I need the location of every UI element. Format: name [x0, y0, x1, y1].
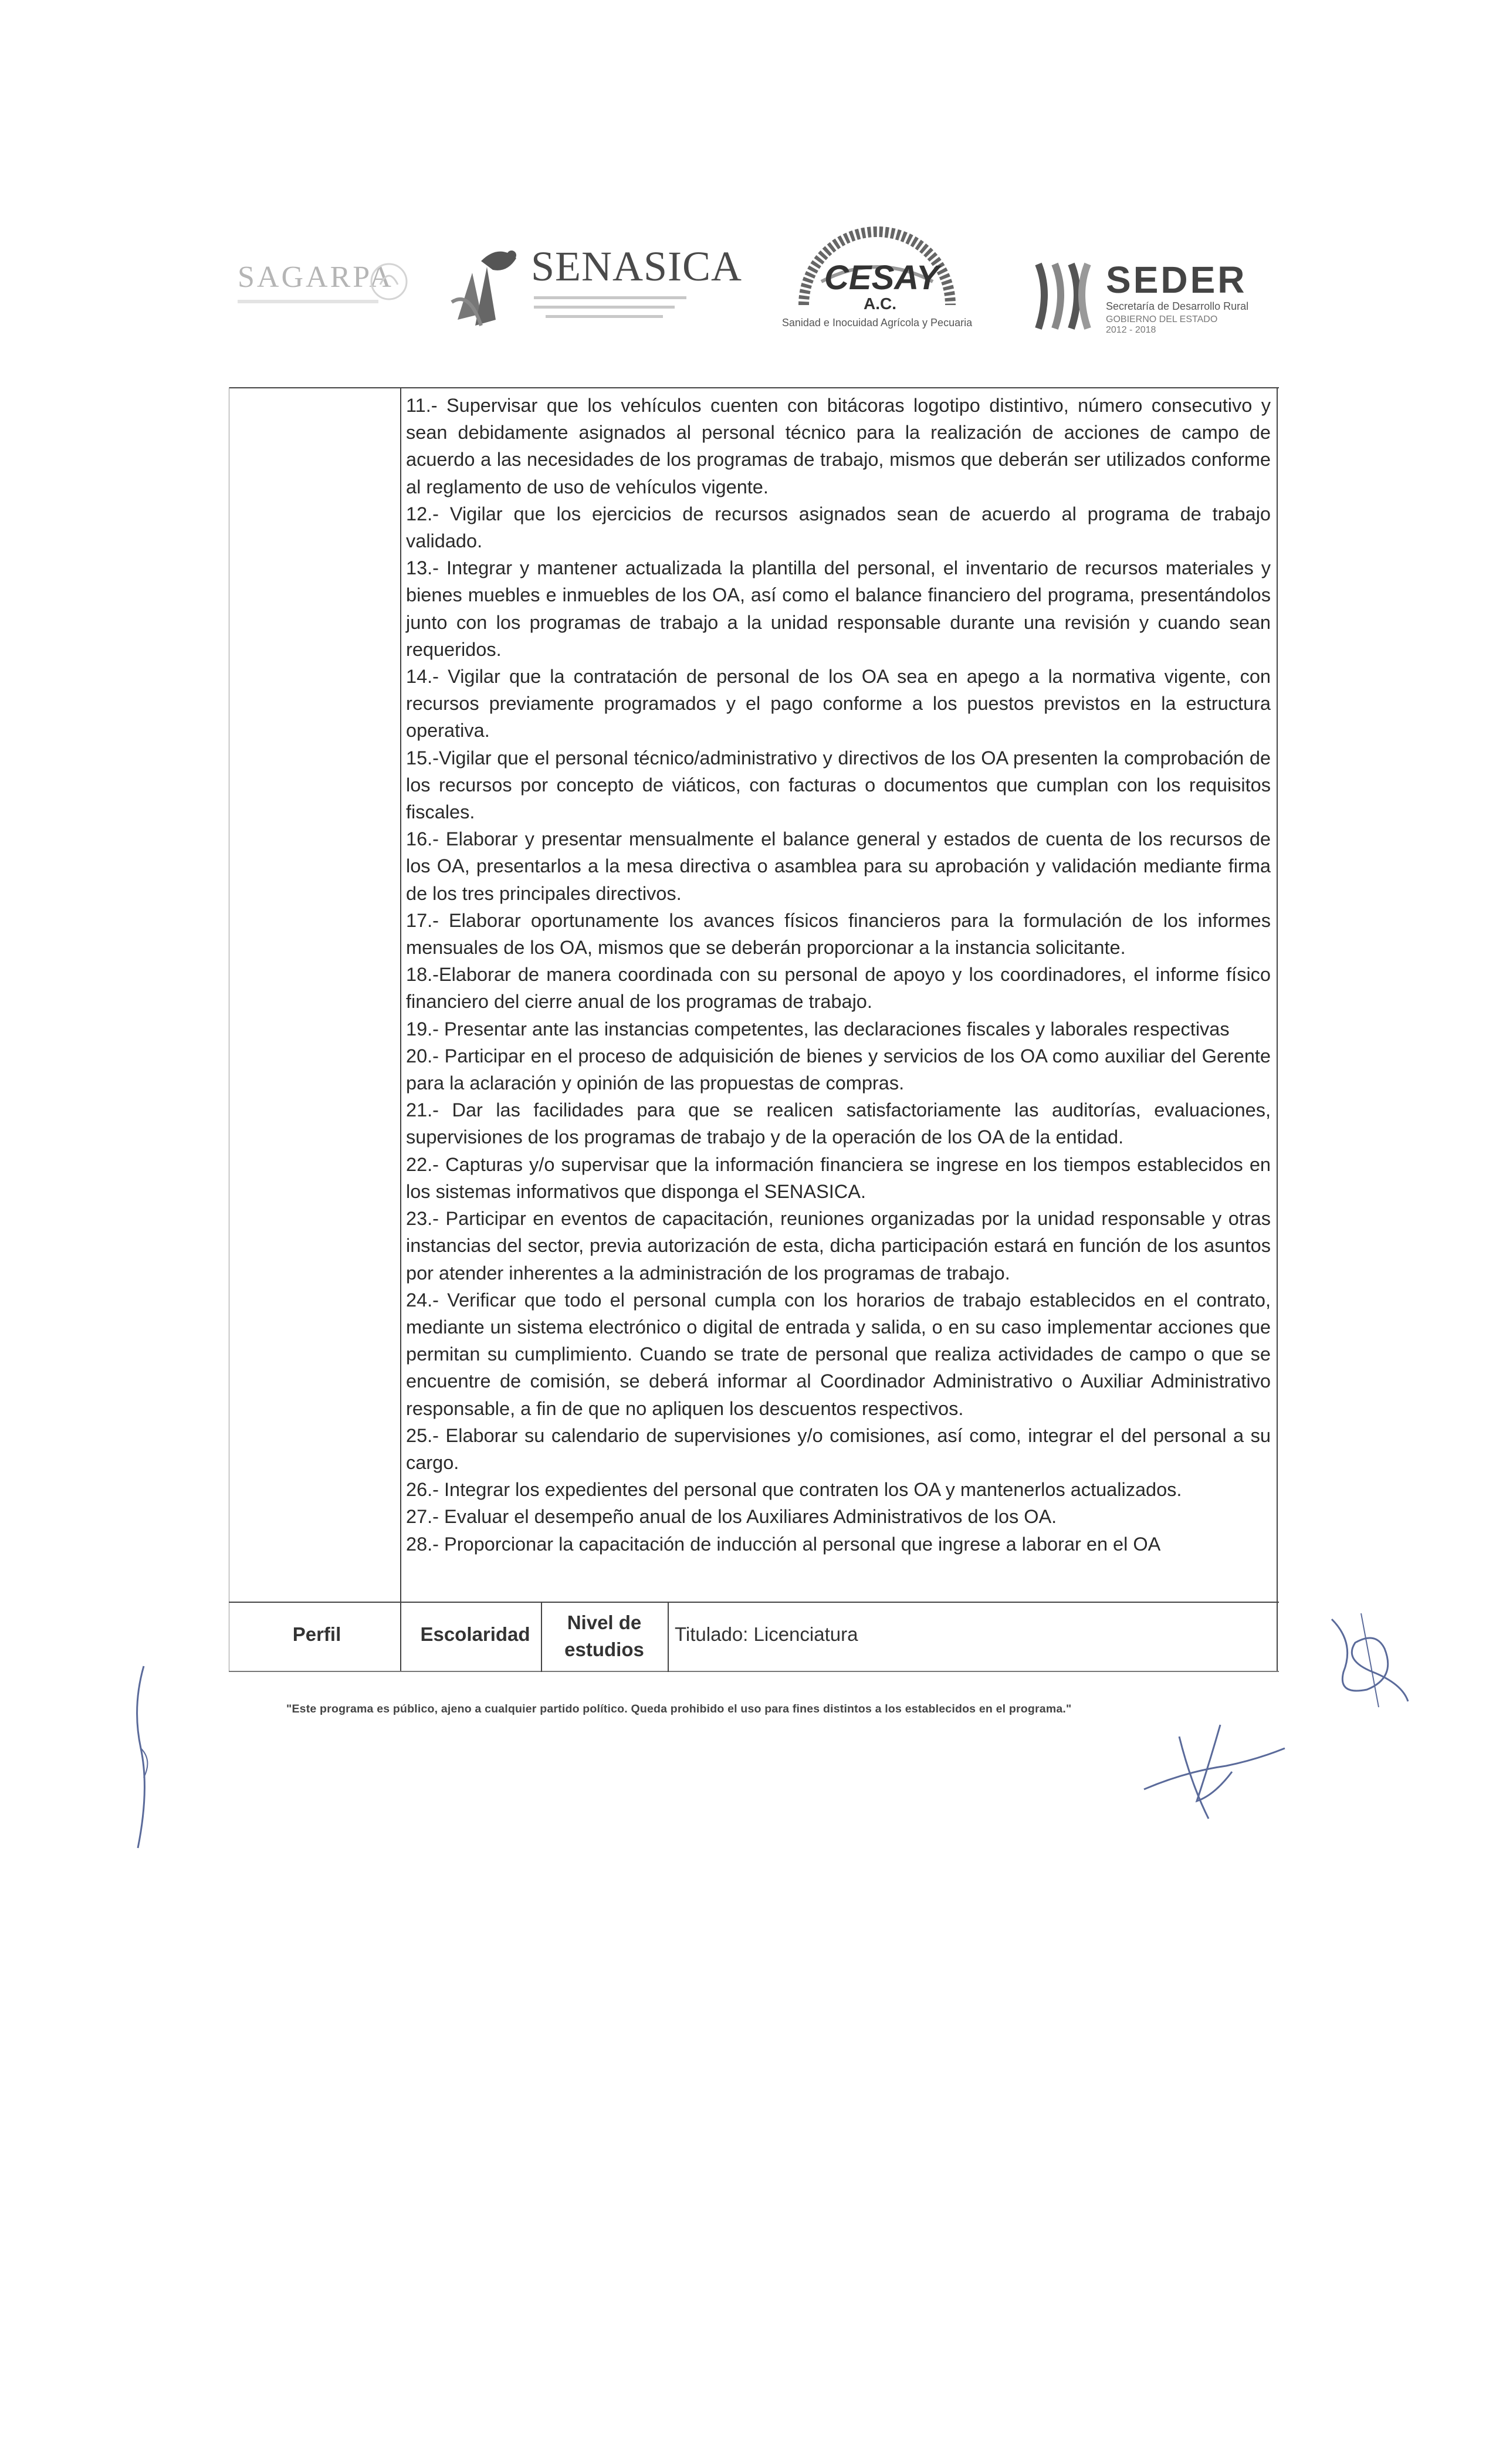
seder-ribbon-icon [1033, 258, 1097, 334]
profile-row-top-border [229, 1602, 1279, 1603]
senasica-logo [446, 238, 743, 337]
senasica-tagline [534, 306, 675, 309]
senasica-wordmark: SENASICA [531, 243, 743, 290]
sagarpa-wordmark: SAGARPA [238, 260, 394, 294]
seder-years: 2012 - 2018 [1106, 325, 1156, 335]
cesay-wordmark: CESAY [824, 259, 939, 297]
seder-wordmark: SEDER [1106, 259, 1247, 301]
functions-list [406, 392, 1271, 1558]
list-item: 21.- Dar las facilidades para que se realicen satisfactoriamente las auditorías, evaluaciones, supervisiones de los programas de trabajo y de la operación de los OA de la entidad. [406, 1099, 1271, 1148]
seder-logo [1033, 258, 1279, 334]
senasica-animal-icon [446, 238, 528, 337]
list-item: 14.- Vigilar que la contratación de personal de los OA sea en apego a la normativa vigente, con recursos previamente programados y el pago conforme a los puestos previstos en la estructura operativa. [406, 666, 1271, 742]
cesay-suffix: A.C. [864, 295, 896, 313]
table-bottom-border [229, 1671, 1279, 1672]
list-item: 19.- Presentar ante las instancias competentes, las declaraciones fiscales y laborales respectivas [406, 1018, 1230, 1040]
table-column-divider [400, 387, 401, 1672]
nivel-estudios-label: Nivel de estudios [564, 1612, 644, 1660]
cesay-motto: Sanidad e Inocuidad Agrícola y Pecuaria [781, 317, 973, 329]
mexico-emblem-icon [365, 249, 412, 314]
cesay-logo [780, 217, 974, 340]
table-top-border [229, 387, 1279, 388]
list-item: 15.-Vigilar que el personal técnico/administrativo y directivos de los OA presenten la comprobación de los recursos por concepto de viáticos, con facturas o documentos que cumplan con los requisitos fiscales. [406, 747, 1271, 823]
list-item: 27.- Evaluar el desempeño anual de los Auxiliares Administrativos de los OA. [406, 1506, 1057, 1528]
list-item: 22.- Capturas y/o supervisar que la información financiera se ingrese en los tiempos establecidos en los sistemas informativos que disponga el SENASICA. [406, 1153, 1271, 1202]
nivel-estudios-value: Titulado: Licenciatura [675, 1623, 858, 1645]
signature-bottom [1138, 1713, 1291, 1830]
profile-column-divider [668, 1602, 669, 1672]
sagarpa-logo [232, 249, 408, 314]
perfil-label: Perfil [292, 1623, 341, 1645]
table-right-border [1277, 387, 1278, 1672]
footer-disclaimer: "Este programa es público, ajeno a cualquier partido político. Queda prohibido el uso para fines distintos a los establecidos en el programa." [286, 1703, 1072, 1715]
header-logos [0, 0, 1496, 364]
seder-government: GOBIERNO DEL ESTADO [1106, 314, 1218, 324]
list-item: 28.- Proporcionar la capacitación de inducción al personal que ingrese a laborar en el OA [406, 1533, 1161, 1555]
list-item: 20.- Participar en el proceso de adquisición de bienes y servicios de los OA como auxiliar del Gerente para la aclaración y opinión de las propuestas de compras. [406, 1045, 1271, 1094]
functions-table [229, 387, 1279, 1672]
senasica-tagline [546, 315, 663, 318]
list-item: 12.- Vigilar que los ejercicios de recursos asignados sean de acuerdo al programa de trabajo validado. [406, 503, 1271, 552]
senasica-tagline [534, 296, 686, 299]
sagarpa-subline [238, 300, 378, 303]
list-item: 13.- Integrar y mantener actualizada la plantilla del personal, el inventario de recursos materiales y bienes muebles e inmuebles de los OA, así como el balance financiero del programa, presentándolos junto con los programas de trabajo a la unidad responsable durante una revisión y cuando sean requeridos. [406, 557, 1271, 660]
list-item: 24.- Verificar que todo el personal cumpla con los horarios de trabajo establecidos en el contrato, mediante un sistema electrónico o digital de entrada y salida, o en su caso implementar acciones que permitan su cumplimiento. Cuando se trate de personal que realiza actividades de campo o que se encuentre de comisión, se deberá informar al Coordinador Administrativo o Auxiliar Administrativo responsable, a fin de que no apliquen los descuentos respectivos. [406, 1289, 1271, 1419]
signature-initials-right [1320, 1607, 1420, 1713]
signature-left-margin [126, 1660, 161, 1854]
seder-subtitle: Secretaría de Desarrollo Rural [1106, 300, 1249, 312]
list-item: 17.- Elaborar oportunamente los avances físicos financieros para la formulación de los informes mensuales de los OA, mismos que se deberán proporcionar a la instancia solicitante. [406, 909, 1271, 959]
list-item: 23.- Participar en eventos de capacitación, reuniones organizadas por la unidad responsable y otras instancias del sector, previa autorización de esta, dicha participación estará en función de los asuntos por atender inherentes a la administración de los programas de trabajo. [406, 1208, 1271, 1284]
escolaridad-label: Escolaridad [420, 1623, 530, 1645]
list-item: 18.-Elaborar de manera coordinada con su personal de apoyo y los coordinadores, el informe físico financiero del cierre anual de los programas de trabajo. [406, 964, 1271, 1013]
list-item: 16.- Elaborar y presentar mensualmente el balance general y estados de cuenta de los recursos de los OA, presentarlos a la mesa directiva o asamblea para su aprobación y validación mediante firma de los tres principales directivos. [406, 828, 1271, 904]
list-item: 11.- Supervisar que los vehículos cuenten con bitácoras logotipo distintivo, número consecutivo y sean debidamente asignados al personal técnico para la realización de acciones de campo de acuerdo a las necesidades de los programas de trabajo, mismos que deberán ser utilizados conforme al reglamento de uso de vehículos vigente. [406, 395, 1271, 497]
list-item: 25.- Elaborar su calendario de supervisiones y/o comisiones, así como, integrar el del personal a su cargo. [406, 1424, 1271, 1473]
list-item: 26.- Integrar los expedientes del personal que contraten los OA y mantenerlos actualizados. [406, 1479, 1182, 1501]
